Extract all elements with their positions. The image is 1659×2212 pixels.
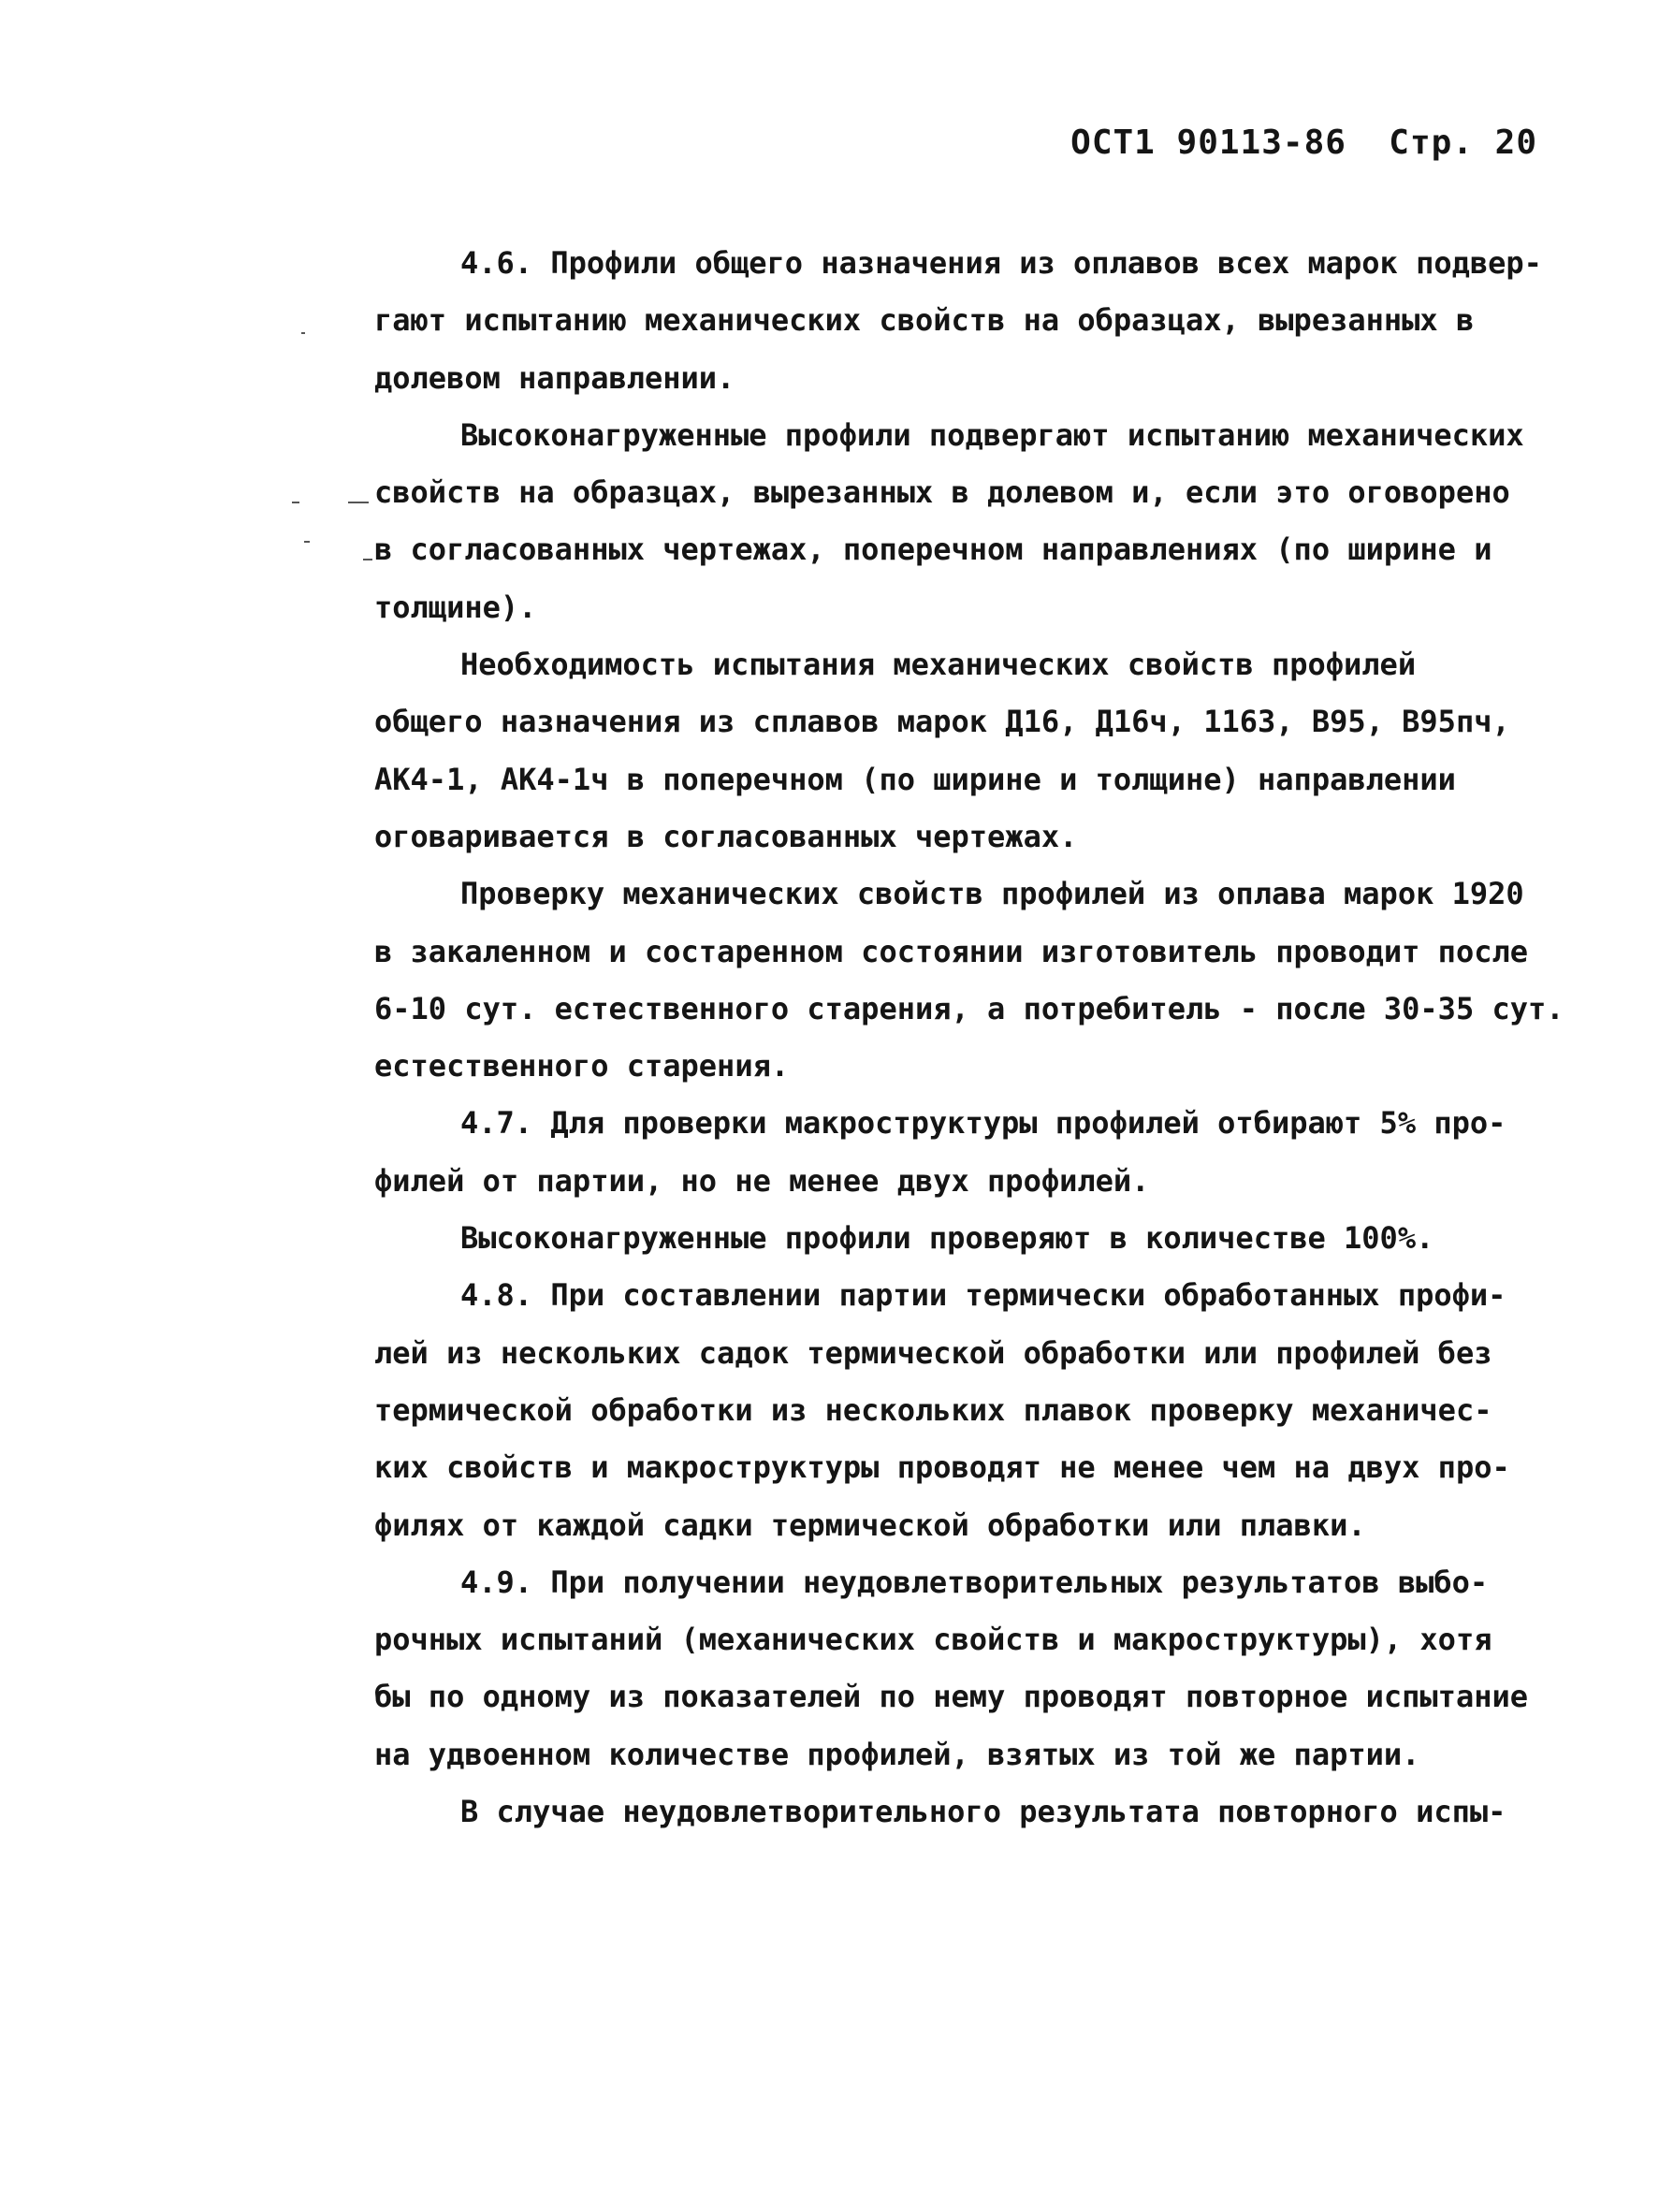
margin-mark: [292, 502, 299, 503]
text-line: АК4-1, АК4-1ч в поперечном (по ширине и толщине) направлении: [374, 761, 1456, 797]
page-number: Стр. 20: [1389, 124, 1537, 162]
text-line: толщине).: [374, 589, 537, 625]
text-line: гают испытанию механических свойств на образцах, вырезанных в: [374, 302, 1475, 339]
text-line: естественного старения.: [374, 1048, 790, 1084]
text-line: 4.8. При составлении партии термически обработанных профи-: [460, 1277, 1506, 1314]
text-line: Необходимость испытания механических свойств профилей: [460, 647, 1417, 683]
body-text: [374, 235, 1572, 1841]
text-line: в закаленном и состаренном состоянии изготовитель проводит после: [374, 933, 1528, 969]
document-code: ОСТ1 90113-86: [1070, 124, 1346, 162]
text-line: филях от каждой садки термической обработки или плавки.: [374, 1506, 1366, 1543]
text-line: филей от партии, но не менее двух профилей.: [374, 1162, 1150, 1199]
text-line: 6-10 сут. естественного старения, а потребитель - после 30-35 сут.: [374, 990, 1564, 1026]
text-line: Проверку механических свойств профилей из оплава марок 1920: [460, 876, 1524, 912]
text-line: Высоконагруженные профили проверяют в количестве 100%.: [460, 1220, 1434, 1257]
text-line: 4.7. Для проверки макроструктуры профилей отбирают 5% про-: [460, 1105, 1506, 1142]
margin-mark: [304, 541, 310, 543]
text-line: бы по одному из показателей по нему проводят повторное испытание: [374, 1679, 1528, 1715]
text-line: на удвоенном количестве профилей, взятых из той же партии.: [374, 1736, 1420, 1772]
margin-mark: [348, 502, 369, 503]
text-line: лей из нескольких садок термической обработки или профилей без: [374, 1334, 1492, 1371]
text-line: ких свойств и макроструктуры проводят не менее чем на двух про-: [374, 1449, 1510, 1486]
text-line: общего назначения из сплавов марок Д16, Д16ч, 1163, В95, В95пч,: [374, 704, 1510, 740]
text-line: рочных испытаний (механических свойств и макроструктуры), хотя: [374, 1622, 1492, 1658]
text-line: долевом направлении.: [374, 359, 735, 396]
margin-mark: [363, 559, 372, 560]
margin-mark: [301, 332, 305, 334]
text-line: оговаривается в согласованных чертежах.: [374, 818, 1078, 854]
text-line: 4.9. При получении неудовлетворительных результатов выбо-: [460, 1564, 1489, 1600]
text-line: термической обработки из нескольких плавок проверку механичес-: [374, 1391, 1492, 1428]
text-line: свойств на образцах, вырезанных в долевом и, если это оговорено: [374, 474, 1510, 511]
text-line: в согласованных чертежах, поперечном направлениях (по ширине и: [374, 531, 1492, 568]
page-header: [1070, 124, 1537, 162]
text-line: Высоконагруженные профили подвергают испытанию механических: [460, 416, 1524, 453]
text-line: 4.6. Профили общего назначения из оплавов всех марок подвер-: [460, 245, 1542, 281]
text-line: В случае неудовлетворительного результата повторного испы-: [460, 1794, 1506, 1830]
